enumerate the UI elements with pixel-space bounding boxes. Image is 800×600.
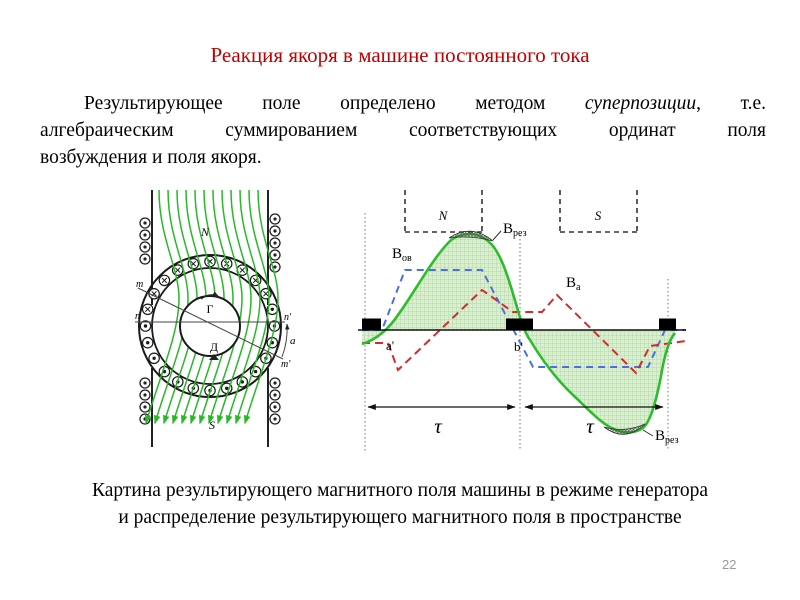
label-b-rez-bottom: $В_{рез}$ [655,428,679,446]
paragraph-tail: , т.е. [696,93,767,114]
body-paragraph [40,90,766,171]
machine-pole-n-label: N [200,225,210,239]
plot-pole-n-label: N [438,208,448,223]
leader-line-top [493,231,501,240]
figure-field-distribution [352,183,692,458]
angle-arc [282,324,287,357]
label-b-prime: b' [514,339,523,354]
label-b-rez-top: $В_{рез}$ [503,221,527,239]
label-gamma: Г [206,302,214,316]
plot-pole-s-label: S [594,208,602,223]
label-n: n [135,311,140,322]
label-b-ov: $В_{ов}$ [392,246,412,264]
paragraph-line-2: алгебраическим суммированием соответствующих ординат поля [40,120,766,141]
label-m: m [136,279,144,290]
page-number: 22 [722,557,737,572]
slide-title: Реакция якоря в машине постоянного тока [210,43,590,67]
label-m-prime: m' [281,359,291,370]
paragraph-line-1 [40,90,766,117]
figure-machine-cross-section [135,183,305,458]
label-a-prime: a' [386,338,395,353]
paragraph-line-3: возбуждения и поля якоря. [40,147,262,168]
tau-label-right: τ [586,414,594,438]
machine-pole-s-label: S [209,418,215,432]
label-b-a: $В_а$ [566,275,581,293]
paragraph-lead: Результирующее поле определено методом [84,93,585,114]
label-n-prime: n' [284,312,292,323]
italic-term: суперпозиции [584,93,697,114]
label-angle-a: a [290,335,296,347]
leader-line-bottom [643,430,653,436]
figure-caption: Картина результирующего магнитного поля машины в режиме генератора и распределение результирующего магнитного поля в пространстве [92,480,708,528]
field-line [155,190,188,423]
label-d: Д [209,340,219,354]
tau-label-left: τ [434,414,442,438]
